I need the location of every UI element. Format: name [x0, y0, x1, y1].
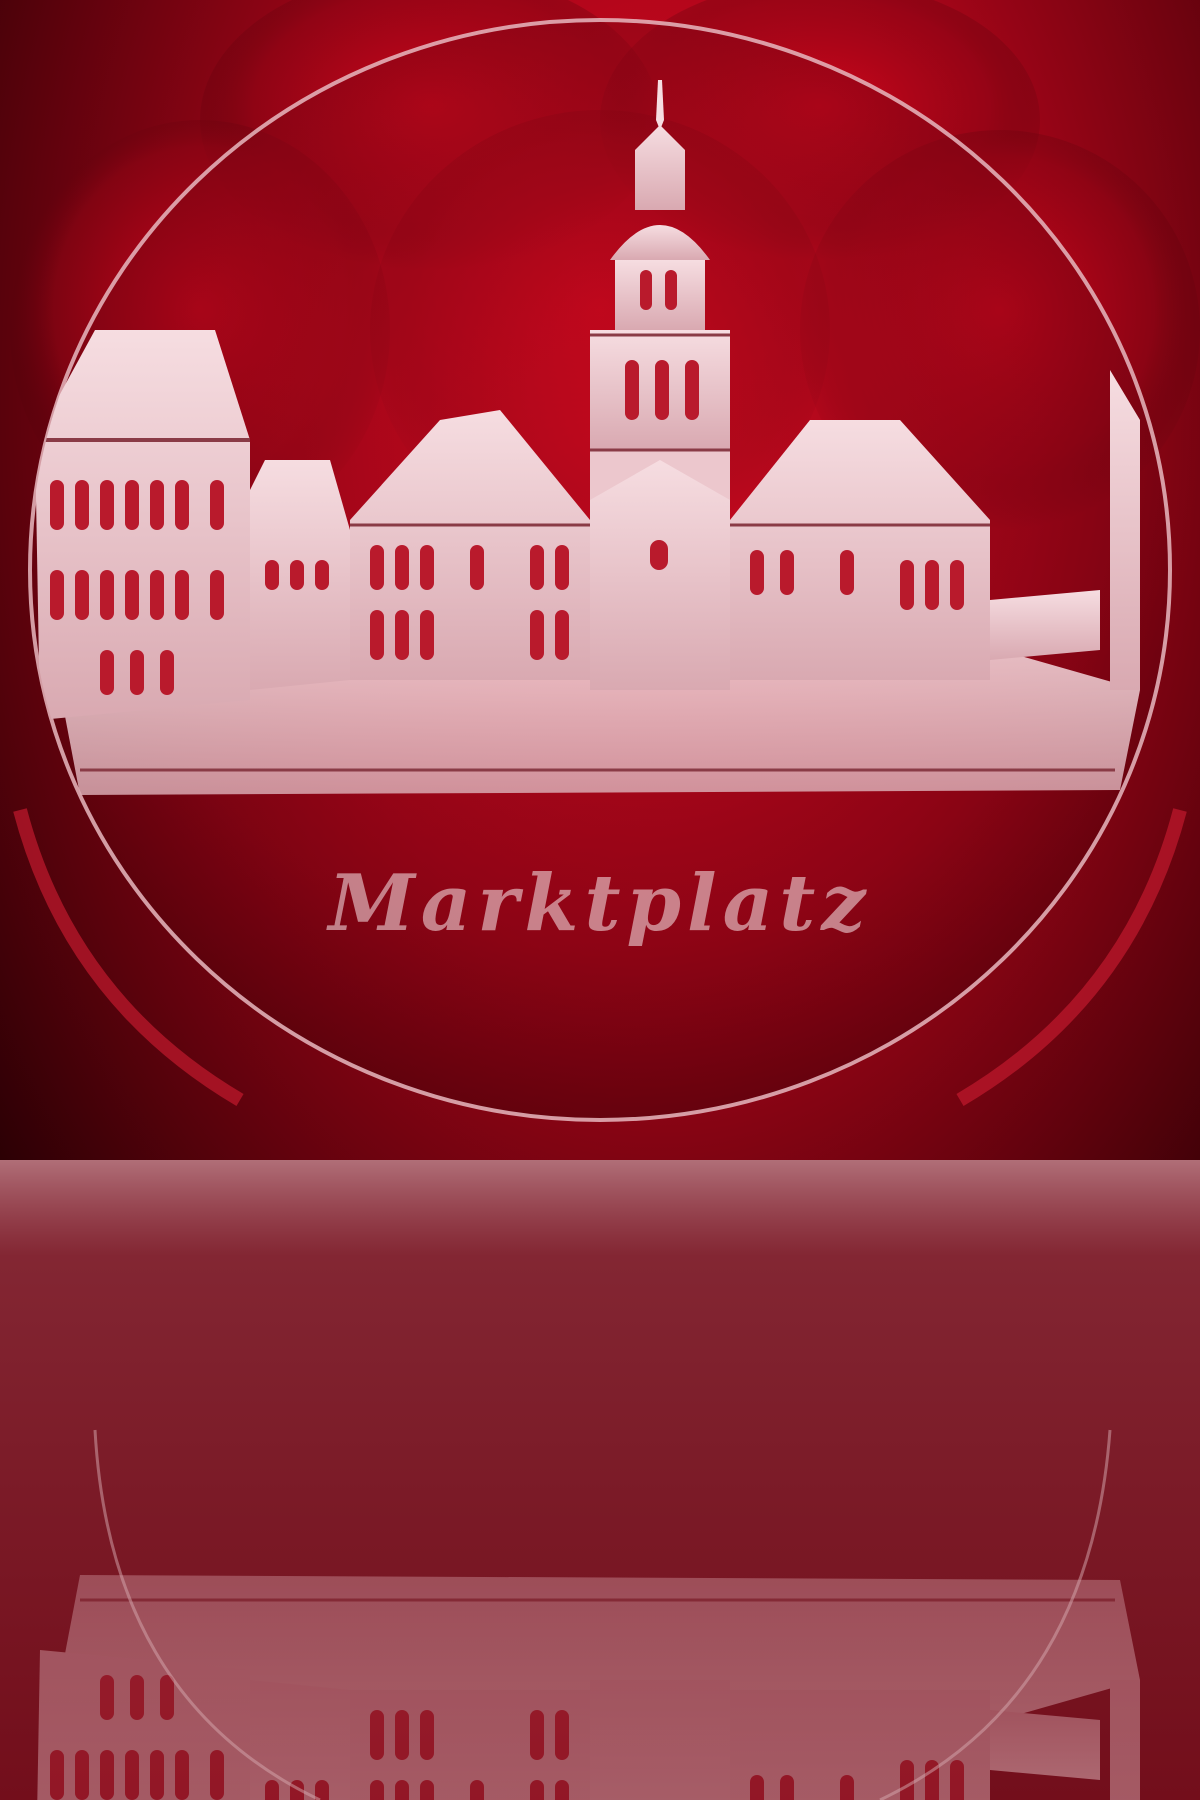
glass-medallion	[20, 20, 1180, 1120]
marktplatz-inscription	[325, 858, 871, 949]
reflection	[0, 1160, 1200, 1800]
inscription-text: Marktplatz	[328, 858, 872, 949]
